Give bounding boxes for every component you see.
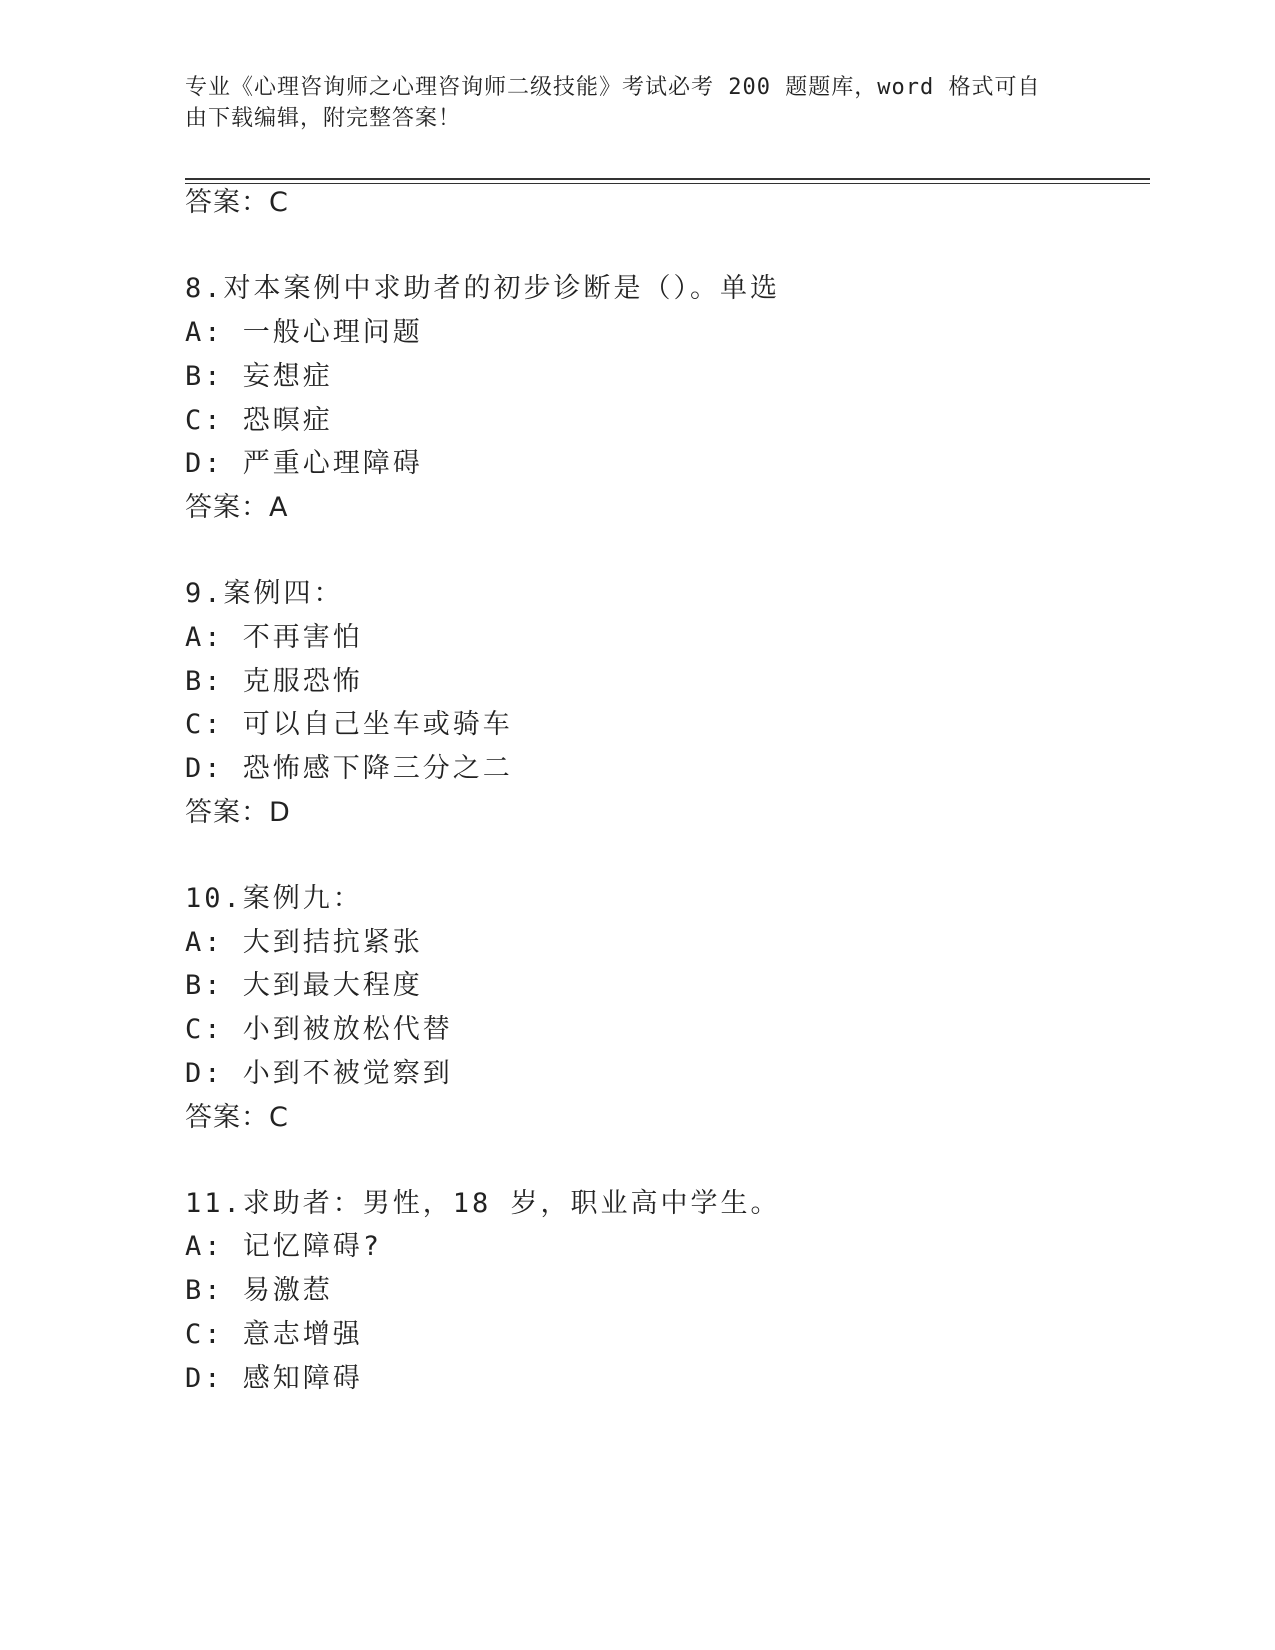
question-8-option-c: C: 恐暝症 xyxy=(185,405,333,436)
question-9-option-b: B: 克服恐怖 xyxy=(185,666,363,697)
question-11-option-c: C: 意志增强 xyxy=(185,1319,363,1350)
question-9-option-c: C: 可以自己坐车或骑车 xyxy=(185,709,513,740)
header-line-2: 由下载编辑，附完整答案！ xyxy=(185,106,462,131)
question-11-option-a: A: 记忆障碍? xyxy=(185,1231,383,1262)
question-8-option-b: B: 妄想症 xyxy=(185,361,333,392)
question-10-stem: 10.案例九： xyxy=(185,883,363,914)
question-9-stem: 9.案例四： xyxy=(185,578,344,609)
question-9-option-a: A: 不再害怕 xyxy=(185,622,363,653)
answer-q10: 答案：C xyxy=(185,1102,289,1133)
header-divider-thick xyxy=(185,178,1150,180)
question-11-stem: 11.求助者：男性，18 岁，职业高中学生。 xyxy=(185,1188,781,1219)
question-11-option-b: B: 易激惹 xyxy=(185,1275,333,1306)
answer-q9: 答案：D xyxy=(185,797,291,828)
question-9-option-d: D: 恐怖感下降三分之二 xyxy=(185,753,513,784)
document-header xyxy=(185,72,1065,134)
question-11-option-d: D: 感知障碍 xyxy=(185,1363,363,1394)
question-10-option-d: D: 小到不被觉察到 xyxy=(185,1058,453,1089)
answer-q7: 答案：C xyxy=(185,187,289,218)
header-divider-thin xyxy=(185,183,1150,184)
question-10-option-a: A: 大到拮抗紧张 xyxy=(185,927,423,958)
answer-q8: 答案：A xyxy=(185,492,289,523)
question-10-option-b: B: 大到最大程度 xyxy=(185,970,423,1001)
question-8-option-d: D: 严重心理障碍 xyxy=(185,448,423,479)
question-8-option-a: A: 一般心理问题 xyxy=(185,317,423,348)
question-10-option-c: C: 小到被放松代替 xyxy=(185,1014,453,1045)
header-line-1: 专业《心理咨询师之心理咨询师二级技能》考试必考 200 题题库，word 格式可自 xyxy=(185,75,1041,100)
question-8-stem: 8.对本案例中求助者的初步诊断是（）。单选 xyxy=(185,273,781,304)
